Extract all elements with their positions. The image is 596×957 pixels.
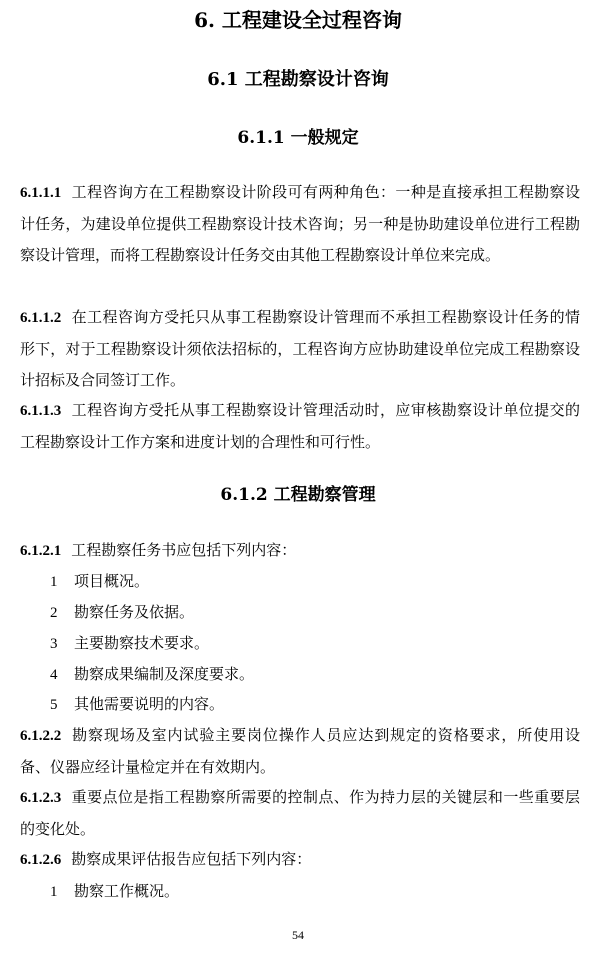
clause-number: 6.1.2.1 [20, 543, 62, 559]
subsection-title-survey-management: 6.1.2 工程勘察管理 [220, 485, 376, 505]
list-item-number: 1 [50, 884, 58, 900]
clause-6-1-2-6 [20, 844, 580, 876]
list-item [50, 597, 570, 628]
page-number: 54 [292, 928, 304, 942]
list-item-text: 其他需要说明的内容。 [74, 695, 225, 713]
list-item-number: 5 [50, 697, 58, 713]
clause-number: 6.1.2.3 [20, 790, 62, 806]
clause-text: 勘察成果评估报告应包括下列内容： [71, 850, 312, 868]
list-item-text: 项目概况。 [74, 572, 150, 590]
clause-number: 6.1.1.3 [20, 403, 62, 419]
list-item-text: 勘察工作概况。 [74, 882, 180, 900]
list-item-text: 主要勘察技术要求。 [74, 634, 210, 652]
clause-6-1-2-1 [20, 535, 580, 567]
list-item-number: 2 [50, 605, 58, 621]
chapter-title: 6. 工程建设全过程咨询 [194, 8, 402, 32]
subsection-title-general: 6.1.1 一般规定 [237, 128, 359, 148]
clause-number: 6.1.1.2 [20, 310, 62, 326]
list-item [50, 566, 570, 597]
list-item [50, 876, 570, 907]
list-item [50, 659, 570, 690]
clause-number: 6.1.1.1 [20, 185, 62, 201]
list-item-text: 勘察任务及依据。 [74, 603, 195, 621]
list-item-number: 1 [50, 574, 58, 590]
clause-number: 6.1.2.2 [20, 728, 62, 744]
list-item [50, 628, 570, 659]
clause-6-1-1-2 [20, 302, 580, 396]
clause-text: 重要点位是指工程勘察所需要的控制点、作为持力层的关键层和一些重要层的变化处。 [20, 788, 580, 838]
clause-6-1-1-1 [20, 177, 580, 271]
clause-text: 工程勘察任务书应包括下列内容： [71, 541, 297, 559]
clause-6-1-2-2 [20, 720, 580, 783]
section-title: 6.1 工程勘察设计咨询 [207, 69, 389, 90]
list-item-number: 4 [50, 667, 58, 683]
list-item-text: 勘察成果编制及深度要求。 [74, 665, 255, 683]
clause-text: 工程咨询方受托从事工程勘察设计管理活动时，应审核勘察设计单位提交的工程勘察设计工作方案和进度计划的合理性和可行性。 [20, 401, 580, 451]
clause-text: 在工程咨询方受托只从事工程勘察设计管理而不承担工程勘察设计任务的情形下，对于工程勘察设计须依法招标的，工程咨询方应协助建设单位完成工程勘察设计招标及合同签订工作。 [20, 308, 580, 389]
list-item-number: 3 [50, 636, 58, 652]
clause-number: 6.1.2.6 [20, 852, 62, 868]
clause-6-1-1-3 [20, 395, 580, 458]
clause-6-1-2-3 [20, 782, 580, 845]
clause-text: 勘察现场及室内试验主要岗位操作人员应达到规定的资格要求，所使用设备、仪器应经计量检定并在有效期内。 [20, 726, 580, 776]
list-item [50, 689, 570, 720]
clause-text: 工程咨询方在工程勘察设计阶段可有两种角色：一种是直接承担工程勘察设计任务，为建设单位提供工程勘察设计技术咨询；另一种是协助建设单位进行工程勘察设计管理，而将工程勘察设计任务交由其他工程勘察设计单位来完成。 [20, 183, 580, 264]
